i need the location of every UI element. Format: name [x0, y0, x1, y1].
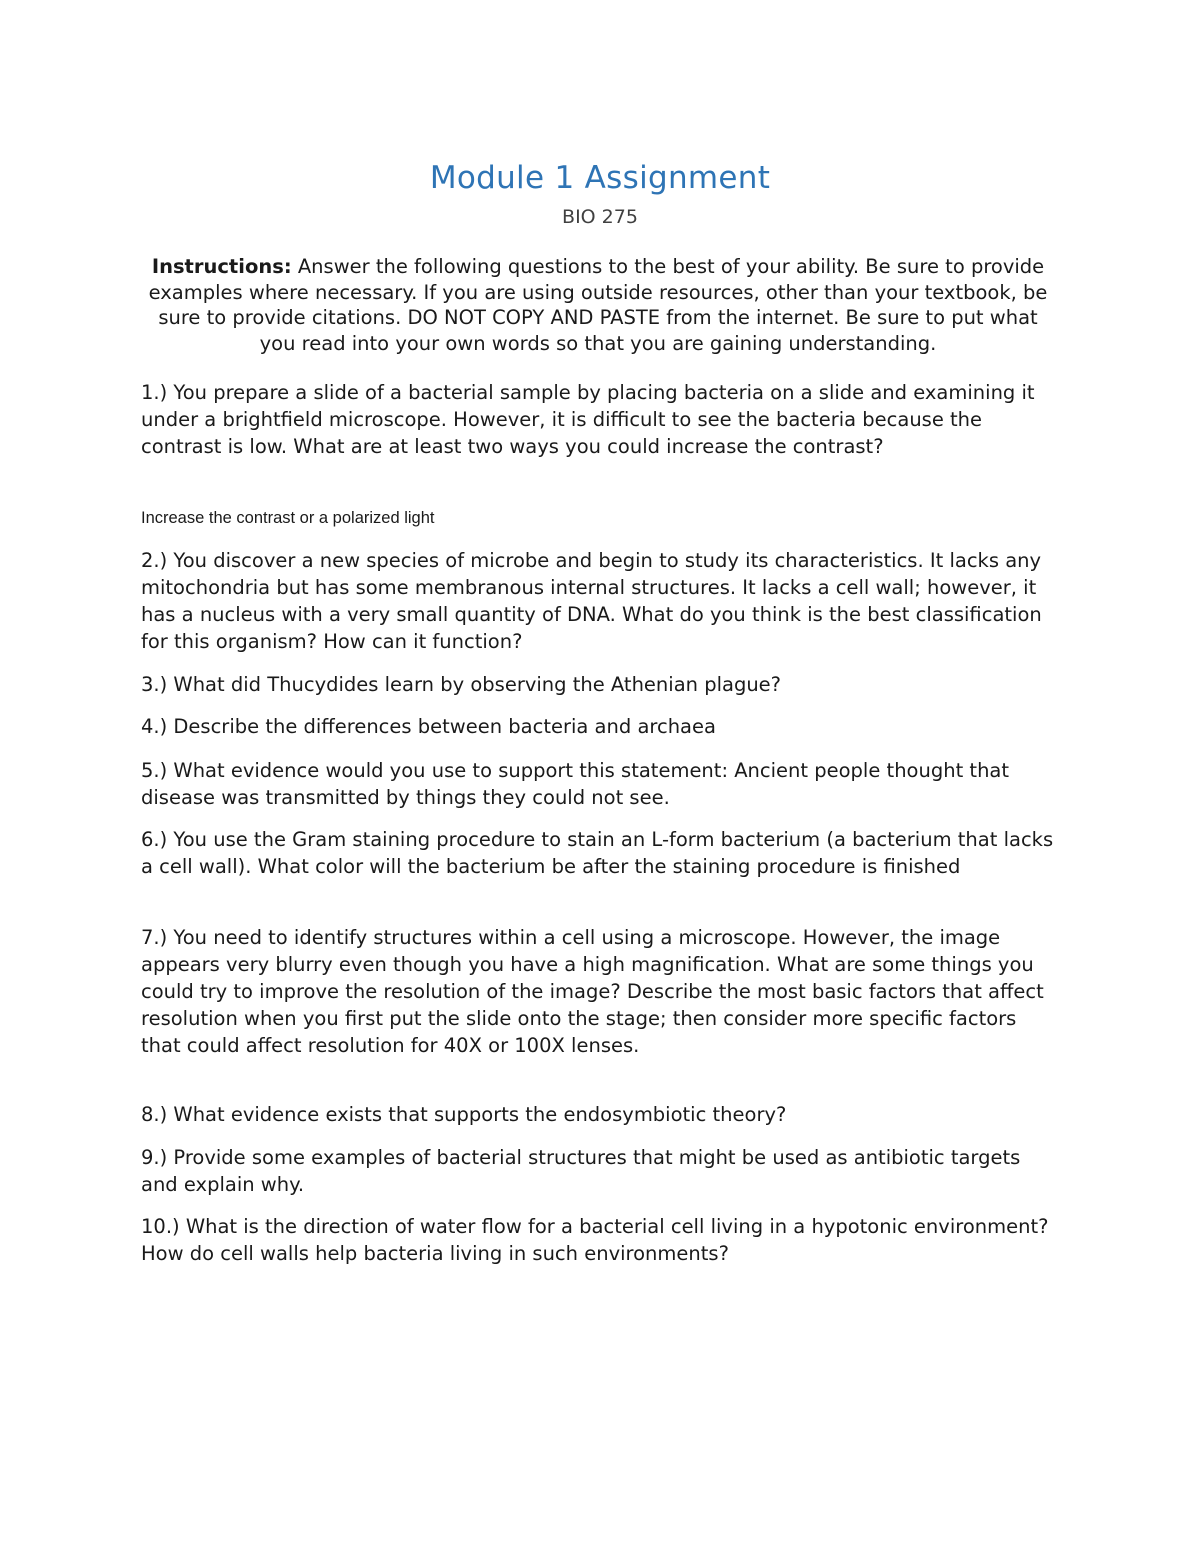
instructions-paragraph	[138, 254, 1058, 356]
question-9: 9.) Provide some examples of bacterial structures that might be used as antibiotic targets and explain why.	[141, 1146, 1021, 1196]
answer-1: Increase the contrast or a polarized light	[141, 509, 435, 527]
instructions-text: Answer the following questions to the best of your ability. Be sure to provide examples where necessary. If you are using outside resources, other than your textbook, be sure to provide citations. DO NOT COPY AND PASTE from the internet. Be sure to put what you read into your own words so that you are gaining understanding.	[148, 255, 1048, 355]
question-3: 3.) What did Thucydides learn by observing the Athenian plague?	[141, 673, 782, 696]
document-title: Module 1 Assignment	[429, 160, 771, 196]
instructions-label: Instructions:	[151, 255, 292, 278]
question-10: 10.) What is the direction of water flow for a bacterial cell living in a hypotonic environment? How do cell walls help bacteria living in such environments?	[141, 1215, 1049, 1265]
question-6: 6.) You use the Gram staining procedure to stain an L-form bacterium (a bacterium that lacks a cell wall). What color will the bacterium be after the staining procedure is finished	[141, 828, 1054, 878]
question-8: 8.) What evidence exists that supports the endosymbiotic theory?	[141, 1103, 787, 1126]
question-7: 7.) You need to identify structures within a cell using a microscope. However, the image appears very blurry even though you have a high magnification. What are some things you could try to improve the resolution of the image? Describe the most basic factors that affect resolution when you first put the slide onto the stage; then consider more specific factors that could affect resolution for 40X or 100X lenses.	[141, 926, 1044, 1057]
question-2: 2.) You discover a new species of microbe and begin to study its characteristics. It lacks any mitochondria but has some membranous internal structures. It lacks a cell wall; however, it has a nucleus with a very small quantity of DNA. What do you think is the best classification for this organism? How can it function?	[141, 549, 1042, 653]
course-code: BIO 275	[562, 206, 638, 228]
question-5: 5.) What evidence would you use to support this statement: Ancient people thought that disease was transmitted by things they could not see.	[141, 759, 1010, 809]
question-4: 4.) Describe the differences between bacteria and archaea	[141, 715, 716, 738]
question-1: 1.) You prepare a slide of a bacterial sample by placing bacteria on a slide and examining it under a brightfield microscope. However, it is difficult to see the bacteria because the contrast is low. What are at least two ways you could increase the contrast?	[141, 381, 1035, 458]
